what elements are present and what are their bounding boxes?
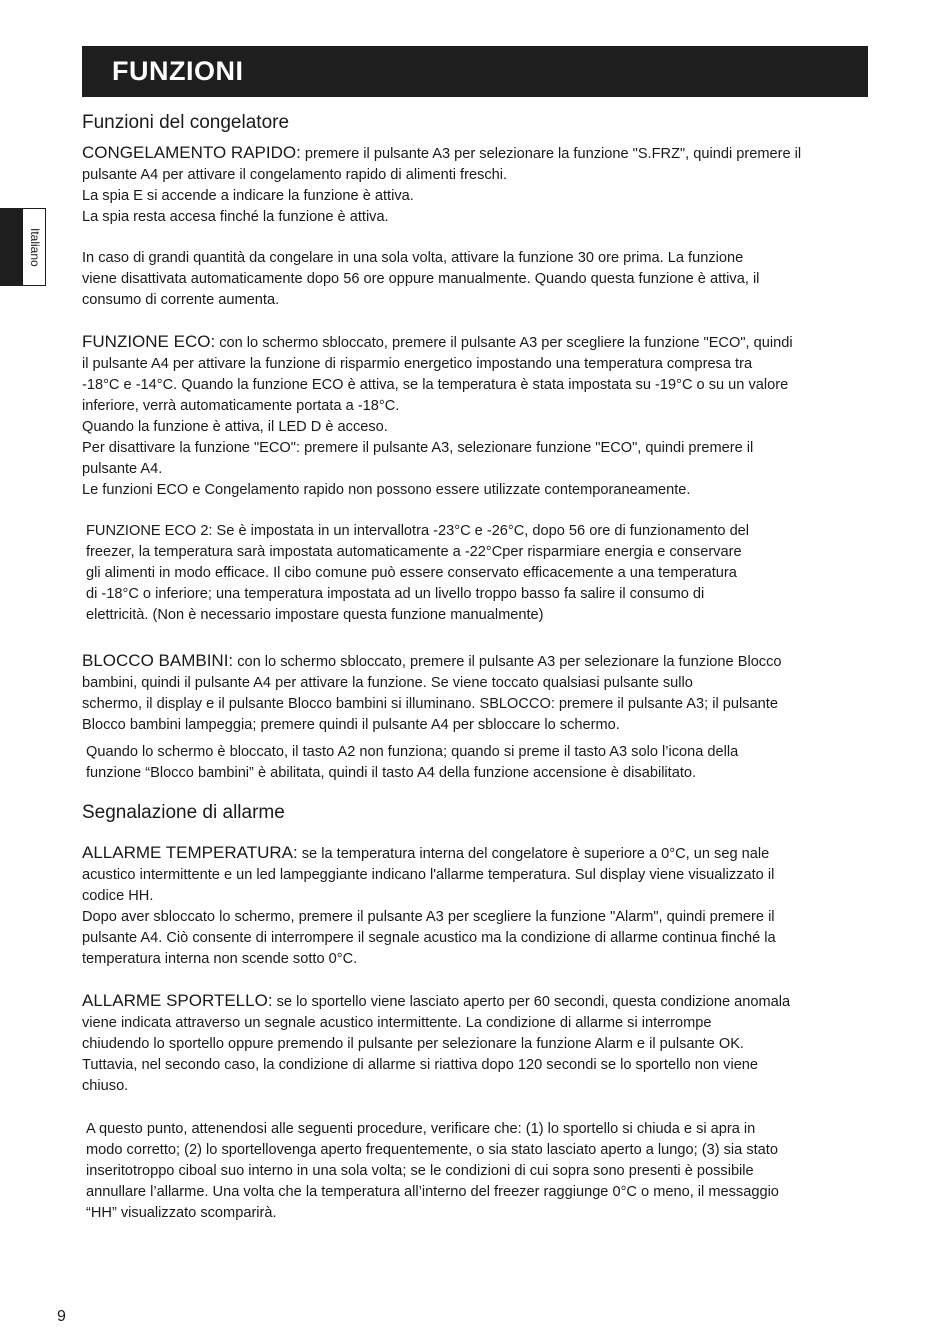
door-alarm-section [82, 990, 872, 1097]
eco2-line-1: FUNZIONE ECO 2: Se è impostata in un intervallotra -23°C e -26°C, dopo 56 ore di funzionamento del [86, 523, 750, 539]
eco-line-8: Le funzioni ECO e Congelamento rapido non possono essere utilizzate contemporaneamente. [82, 482, 691, 498]
rapid-freeze-note [82, 248, 872, 311]
eco2-line-5: elettricità. (Non è necessario impostare questa funzione manualmente) [86, 607, 544, 623]
eco-line-5: Quando la funzione è attiva, il LED D è acceso. [82, 419, 388, 435]
door-alarm-line-4: Tuttavia, nel secondo caso, la condizione di allarme si riattiva dopo 120 secondi se lo sportello non viene [82, 1057, 759, 1073]
eco-line-1: con lo schermo sbloccato, premere il pulsante A3 per scegliere la funzione "ECO", quindi [215, 335, 793, 351]
rapid-freeze-line-4: La spia resta accesa finché la funzione è attiva. [82, 209, 389, 225]
language-tab-bar [1, 209, 23, 285]
door-alarm-line-3: chiudendo lo sportello oppure premendo il pulsante per selezionare la funzione Alarm e il pulsante OK. [82, 1036, 744, 1052]
child-lock-section [82, 650, 872, 736]
final-note-line-2: modo corretto; (2) lo sportellovenga aperto frequentemente, o sia stato lasciato aperto a lungo; (3) sia stato [86, 1142, 778, 1158]
page-content [82, 110, 872, 1224]
rapid-freeze-lead: CONGELAMENTO RAPIDO: [82, 143, 301, 162]
temp-alarm-line-2: acustico intermittente e un led lampeggiante indicano l'allarme temperatura. Sul display viene visualizzato il [82, 867, 775, 883]
door-alarm-line-1: se lo sportello viene lasciato aperto per 60 secondi, questa condizione anomala [272, 994, 791, 1010]
eco-section [82, 331, 872, 501]
eco-lead: FUNZIONE ECO: [82, 332, 216, 351]
child-lock-lead: BLOCCO BAMBINI: [82, 651, 234, 670]
freezer-functions-heading: Funzioni del congelatore [82, 112, 290, 133]
temp-alarm-lead: ALLARME TEMPERATURA: [82, 843, 298, 862]
final-note-line-4: annullare l’allarme. Una volta che la temperatura all’interno del freezer raggiunge 0°C o meno, il messaggio [86, 1184, 779, 1200]
eco2-line-3: gli alimenti in modo efficace. Il cibo comune può essere conservato efficacemente a una temperatura [86, 565, 737, 581]
final-note-line-3: inseritotroppo ciboal suo interno in una sola volta; se le condizioni di cui sopra sono presenti è possibile [86, 1163, 754, 1179]
eco-line-7: pulsante A4. [82, 461, 163, 477]
rapid-freeze-line-1: premere il pulsante A3 per selezionare la funzione "S.FRZ", quindi premere il [300, 146, 802, 162]
rapid-note-line-2: viene disattivata automaticamente dopo 56 ore oppure manualmente. Quando questa funzione è attiva, il [82, 271, 760, 287]
door-alarm-line-5: chiuso. [82, 1078, 129, 1094]
child-lock-line-2: bambini, quindi il pulsante A4 per attivare la funzione. Se viene toccato qualsiasi pulsante sullo [82, 675, 693, 691]
temp-alarm-line-3: codice HH. [82, 888, 154, 904]
child-lock-line-1: con lo schermo sbloccato, premere il pulsante A3 per selezionare la funzione Blocco [233, 654, 782, 670]
header-title: FUNZIONI [112, 56, 244, 86]
eco2-section [82, 521, 872, 626]
child-lock-note-line-2: funzione “Blocco bambini” è abilitata, quindi il tasto A4 della funzione accensione è disabilitato. [86, 765, 697, 781]
page-number: 9 [57, 1308, 66, 1325]
eco2-line-2: freezer, la temperatura sarà impostata automaticamente a -22°Cper risparmiare energia e conservare [86, 544, 742, 560]
alarm-heading: Segnalazione di allarme [82, 802, 285, 823]
temp-alarm-line-4: Dopo aver sbloccato lo schermo, premere il pulsante A3 per scegliere la funzione "Alarm", quindi premere il [82, 909, 775, 925]
temperature-alarm-section [82, 842, 872, 970]
rapid-freeze-line-2: pulsante A4 per attivare il congelamento rapido di alimenti freschi. [82, 167, 508, 183]
temp-alarm-line-6: temperatura interna non scende sotto 0°C. [82, 951, 358, 967]
rapid-freeze-line-3: La spia E si accende a indicare la funzione è attiva. [82, 188, 414, 204]
final-note-section [82, 1119, 872, 1224]
child-lock-note-line-1: Quando lo schermo è bloccato, il tasto A2 non funziona; quando si preme il tasto A3 solo l’icona della [86, 744, 739, 760]
page-header [82, 46, 868, 97]
temp-alarm-line-1: se la temperatura interna del congelatore è superiore a 0°C, un seg nale [297, 846, 770, 862]
child-lock-note [82, 742, 872, 784]
door-alarm-lead: ALLARME SPORTELLO: [82, 991, 273, 1010]
eco-line-2: il pulsante A4 per attivare la funzione di risparmio energetico impostando una temperatura compresa tra [82, 356, 753, 372]
rapid-note-line-1: In caso di grandi quantità da congelare in una sola volta, attivare la funzione 30 ore prima. La funzione [82, 250, 744, 266]
language-tab-label: Italiano [28, 227, 42, 267]
eco-line-3: -18°C e -14°C. Quando la funzione ECO è attiva, se la temperatura è stata impostata su -19°C o su un valore [82, 377, 789, 393]
eco-line-6: Per disattivare la funzione "ECO": premere il pulsante A3, selezionare funzione "ECO", quindi premere il [82, 440, 754, 456]
child-lock-line-4: Blocco bambini lampeggia; premere quindi il pulsante A4 per sbloccare lo schermo. [82, 717, 620, 733]
rapid-freeze-section [82, 142, 872, 228]
final-note-line-1: A questo punto, attenendosi alle seguenti procedure, verificare che: (1) lo sportello si chiuda e si apra in [86, 1121, 756, 1137]
temp-alarm-line-5: pulsante A4. Ciò consente di interrompere il segnale acustico ma la condizione di allarme continua finché la [82, 930, 776, 946]
eco-line-4: inferiore, verrà automaticamente portata a -18°C. [82, 398, 400, 414]
language-tab [0, 208, 46, 286]
child-lock-line-3: schermo, il display e il pulsante Blocco bambini si illuminano. SBLOCCO: premere il pulsante A3; il pulsante [82, 696, 778, 712]
door-alarm-line-2: viene indicata attraverso un segnale acustico intermittente. La condizione di allarme si interrompe [82, 1015, 712, 1031]
eco2-line-4: di -18°C o inferiore; una temperatura impostata ad un livello troppo basso fa salire il consumo di [86, 586, 705, 602]
rapid-note-line-3: consumo di corrente aumenta. [82, 292, 280, 308]
final-note-line-5: “HH” visualizzato scomparirà. [86, 1205, 277, 1221]
